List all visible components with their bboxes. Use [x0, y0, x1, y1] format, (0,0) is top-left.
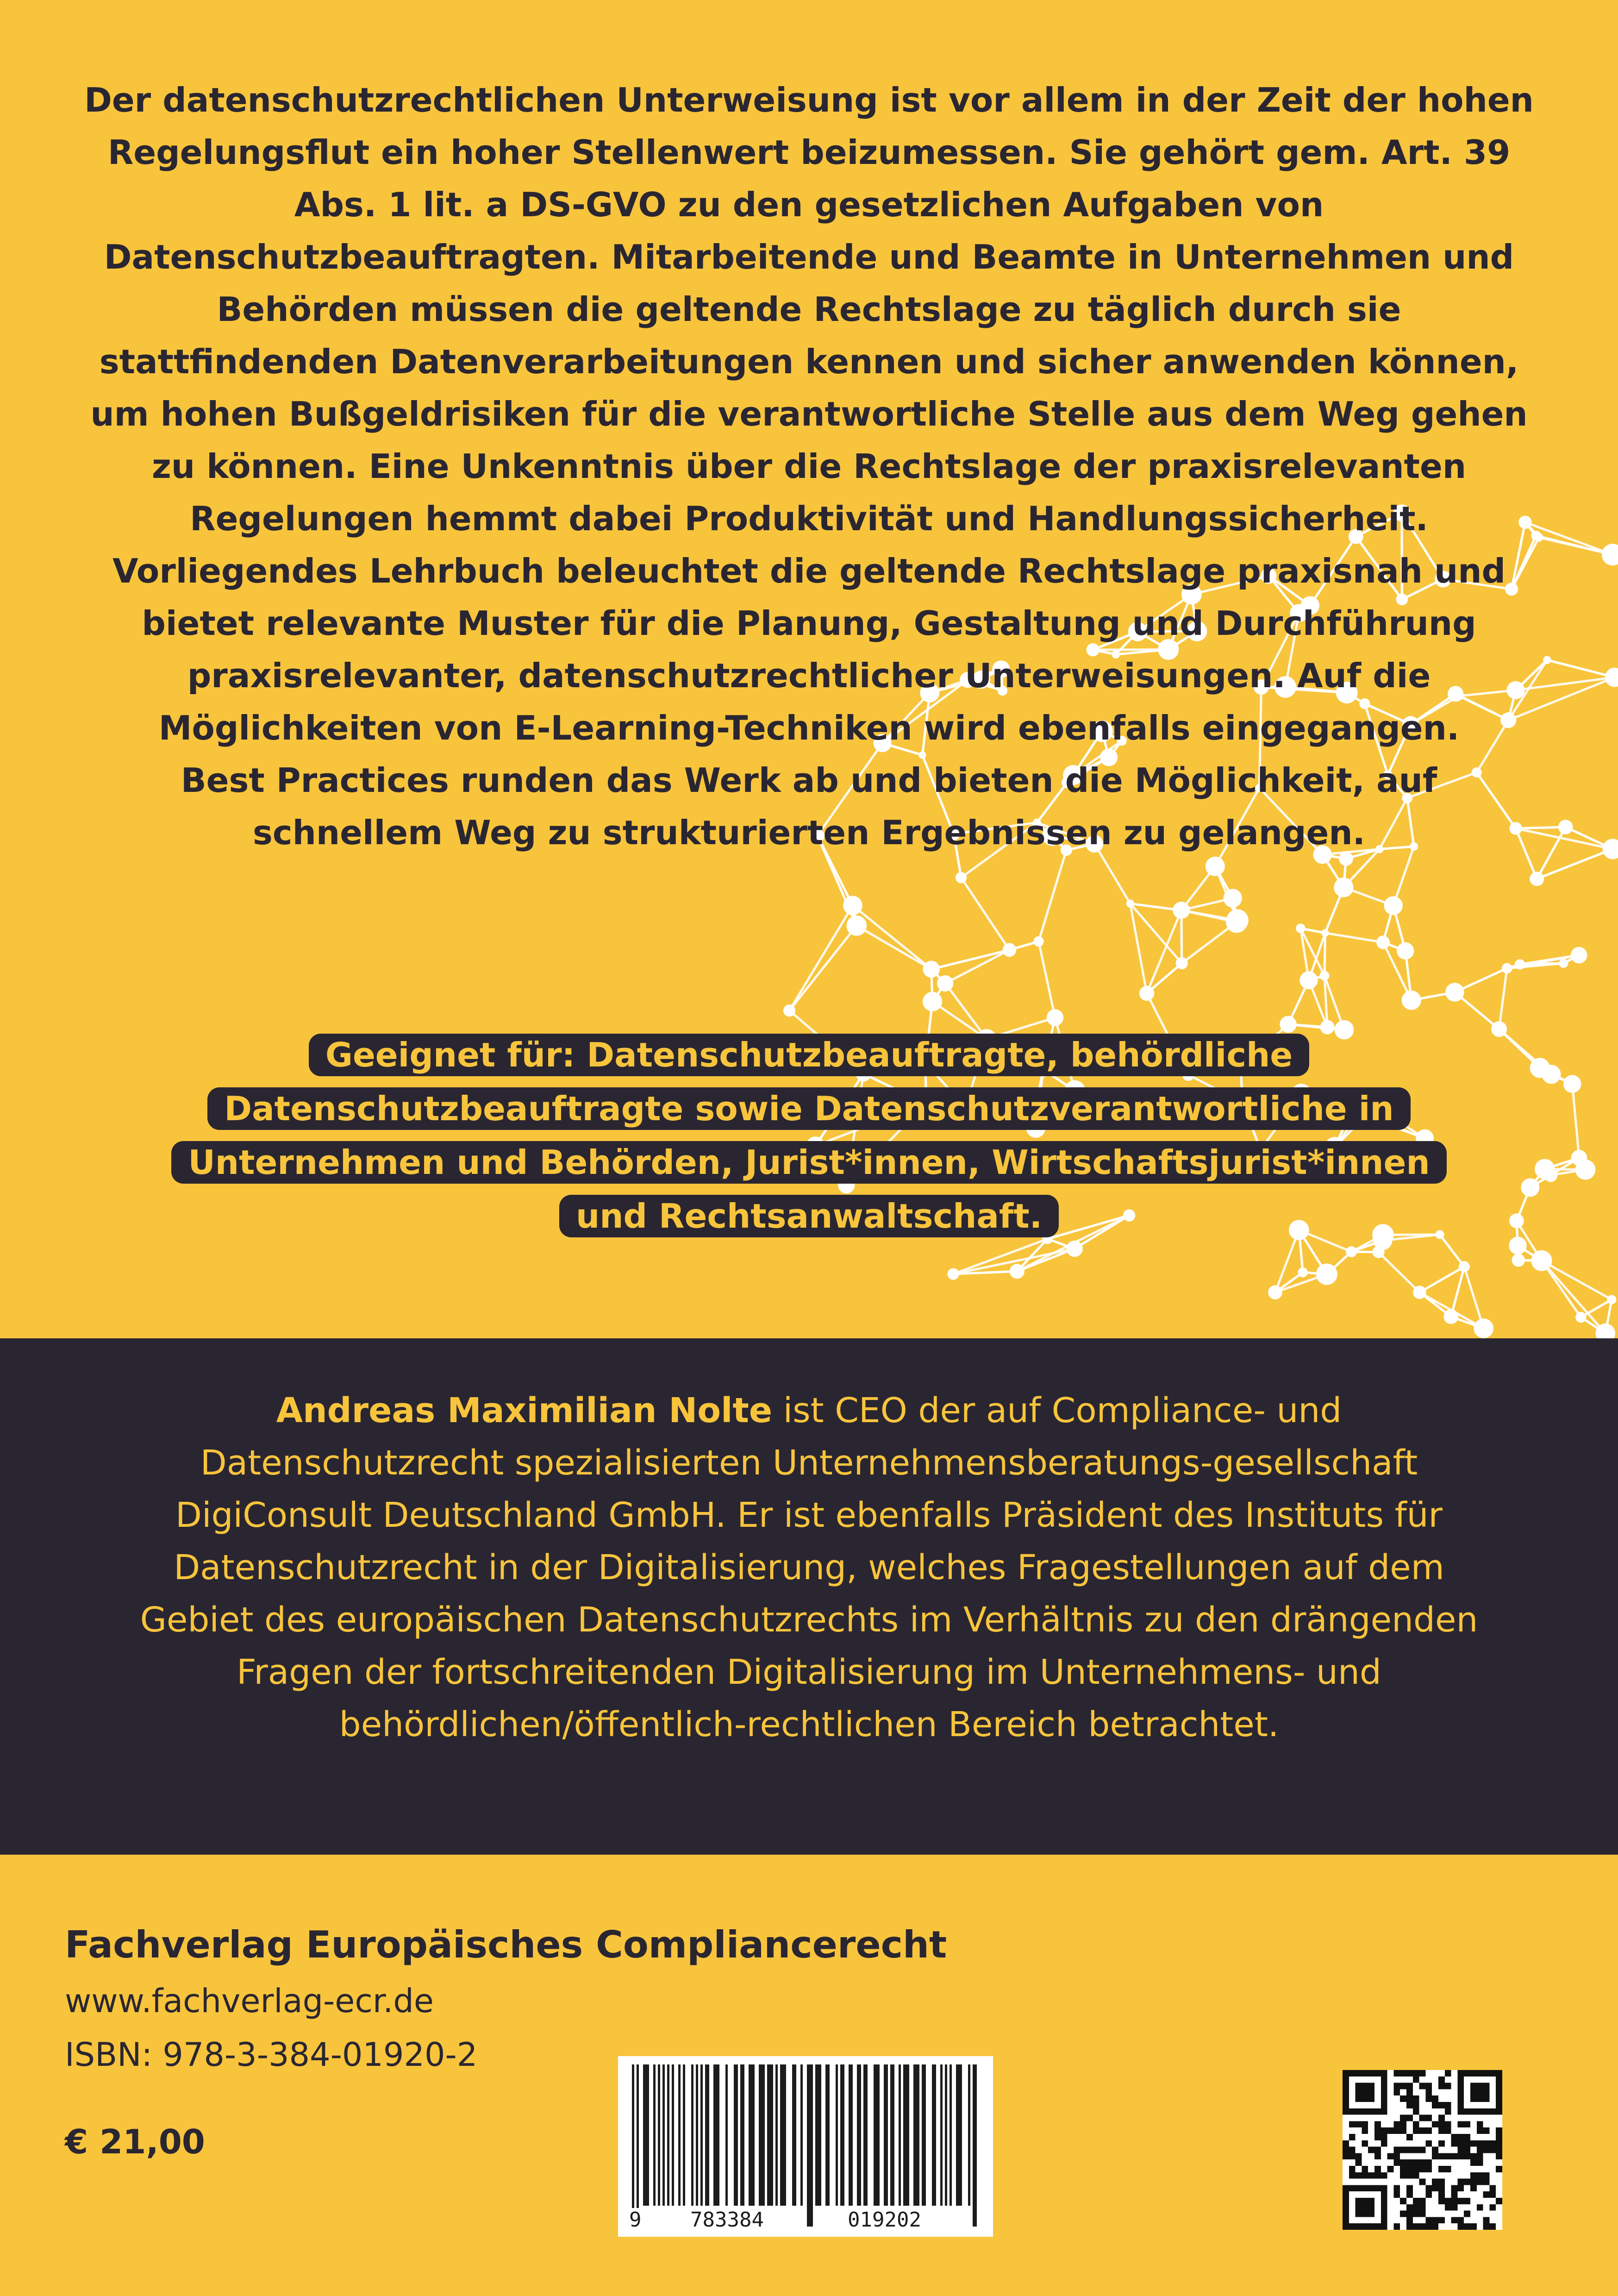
description-blurb: [83, 74, 1535, 859]
barcode-digits: [618, 2208, 993, 2231]
qr-code: [1343, 2070, 1502, 2230]
publisher-website: www.fachverlag-ecr.de: [65, 1982, 434, 2020]
isbn: ISBN: 978-3-384-01920-2: [65, 2036, 478, 2074]
publisher-name: Fachverlag Europäisches Compliancerecht: [65, 1923, 947, 1966]
author-name: Andreas Maximilian Nolte: [276, 1391, 773, 1430]
blurb-paragraph-2: Vorliegendes Lehrbuch beleuchtet die geltende Rechtslage praxisnah und bietet relevante Muster für die Planung, Gestaltung und Durchführung praxisrelevanter, datenschutzrechtlicher Unterweisungen. Auf die Möglichkeiten von E-Learning-Techniken wird ebenfalls eingegangen.: [112, 552, 1506, 747]
isbn-barcode: [618, 2056, 993, 2237]
price: € 21,00: [65, 2122, 205, 2161]
author-bio: [120, 1385, 1498, 1751]
blurb-paragraph-3: Best Practices runden das Werk ab und bieten die Möglichkeit, auf schnellem Weg zu strukturierten Ergebnissen zu gelangen.: [181, 761, 1437, 852]
barcode-digits-left: 783384: [687, 2208, 767, 2232]
author-section: [0, 1338, 1618, 1855]
target-audience: [171, 1028, 1447, 1243]
qr-code-pattern: [1343, 2070, 1502, 2230]
barcode-digits-right: 019202: [845, 2208, 924, 2232]
target-audience-text: Geeignet für: Datenschutzbeauftragte, behördliche Datenschutzbeauftragte sowie Datenschutzverantwortliche in Unternehmen und Behörden, Jurist*innen, Wirtschaftsjurist*innen und Rechtsanwaltschaft.: [171, 1034, 1446, 1237]
blurb-paragraph-1: Der datenschutzrechtlichen Unterweisung ist vor allem in der Zeit der hohen Regelungsflut ein hoher Stellenwert beizumessen. Sie gehört gem. Art. 39 Abs. 1 lit. a DS-GVO zu den gesetzlichen Aufgaben von Datenschutzbeauftragten. Mitarbeitende und Beamte in Unternehmen und Behörden müssen die geltende Rechtslage zu täglich durch sie stattfindenden Datenverarbeitungen kennen und sicher anwenden können, um hohen Bußgeldrisiken für die verantwortliche Stelle aus dem Weg gehen zu können. Eine Unkenntnis über die Rechtslage der praxisrelevanten Regelungen hemmt dabei Produktivität und Handlungssicherheit.: [84, 81, 1534, 538]
author-description: ist CEO der auf Compliance- und Datenschutzrecht spezialisierten Unternehmensberatungs-gesellschaft DigiConsult Deutschland GmbH. Er ist ebenfalls Präsident des Instituts für Datenschutzrecht in der Digitalisierung, welches Fragestellungen auf dem Gebiet des europäischen Datenschutzrechts im Verhältnis zu den drängenden Fragen der fortschreitenden Digitalisierung im Unternehmens- und behördlichen/öffentlich-rechtlichen Bereich betrachtet.: [140, 1391, 1478, 1744]
barcode-digit-first: 9: [626, 2208, 644, 2232]
